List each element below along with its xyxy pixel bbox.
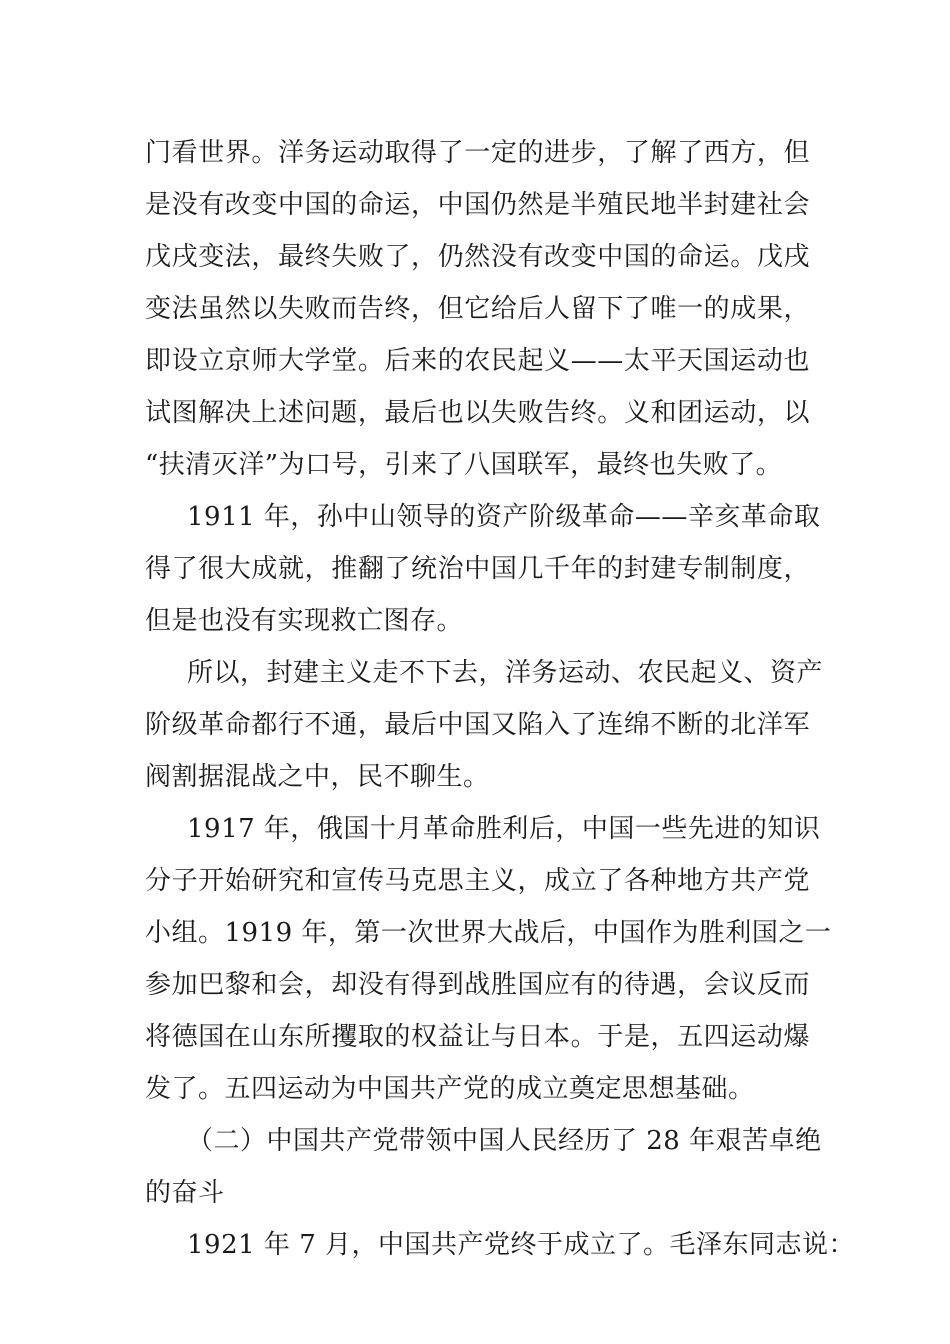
text-line: “扶清灭洋”为口号，引来了八国联军，最终也失败了。: [145, 450, 783, 480]
section-heading-continued: 的奋斗: [145, 1178, 225, 1208]
text-line: 戊戌变法，最终失败了，仍然没有改变中国的命运。戊戌: [145, 242, 810, 272]
text-line: 但是也没有实现救亡图存。: [145, 606, 464, 636]
text-line: 门看世界。洋务运动取得了一定的进步，了解了西方，但: [145, 138, 810, 168]
text-line: 得了很大成就，推翻了统治中国几千年的封建专制制度，: [145, 554, 810, 584]
text-line: 阀割据混战之中，民不聊生。: [145, 762, 490, 792]
text-line: 将德国在山东所攫取的权益让与日本。于是，五四运动爆: [145, 1022, 810, 1052]
text-line: 即设立京师大学堂。后来的农民起义——太平天国运动也: [145, 346, 810, 376]
text-line: 阶级革命都行不通，最后中国又陷入了连绵不断的北洋军: [145, 710, 810, 740]
paragraph-first-line: 1911 年，孙中山领导的资产阶级革命——辛亥革命取: [187, 502, 821, 532]
paragraph-first-line: 1917 年，俄国十月革命胜利后，中国一些先进的知识: [187, 814, 821, 844]
text-line: 参加巴黎和会，却没有得到战胜国应有的待遇，会议反而: [145, 970, 810, 1000]
paragraph-first-line: 所以，封建主义走不下去，洋务运动、农民起义、资产: [187, 658, 824, 688]
text-line: 变法虽然以失败而告终，但它给后人留下了唯一的成果，: [145, 294, 810, 324]
text-line: 发了。五四运动为中国共产党的成立奠定思想基础。: [145, 1074, 755, 1104]
text-line: 小组。1919 年，第一次世界大战后，中国作为胜利国之一: [145, 918, 832, 948]
text-line: 分子开始研究和宣传马克思主义，成立了各种地方共产党: [145, 866, 810, 896]
paragraph-first-line: 1921 年 7 月，中国共产党终于成立了。毛泽东同志说：: [187, 1230, 856, 1260]
text-line: 是没有改变中国的命运，中国仍然是半殖民地半封建社会: [145, 190, 810, 220]
body-text: [145, 127, 856, 1271]
text-line: 试图解决上述问题，最后也以失败告终。义和团运动，以: [145, 398, 810, 428]
section-heading: （二）中国共产党带领中国人民经历了 28 年艰苦卓绝: [187, 1126, 822, 1156]
